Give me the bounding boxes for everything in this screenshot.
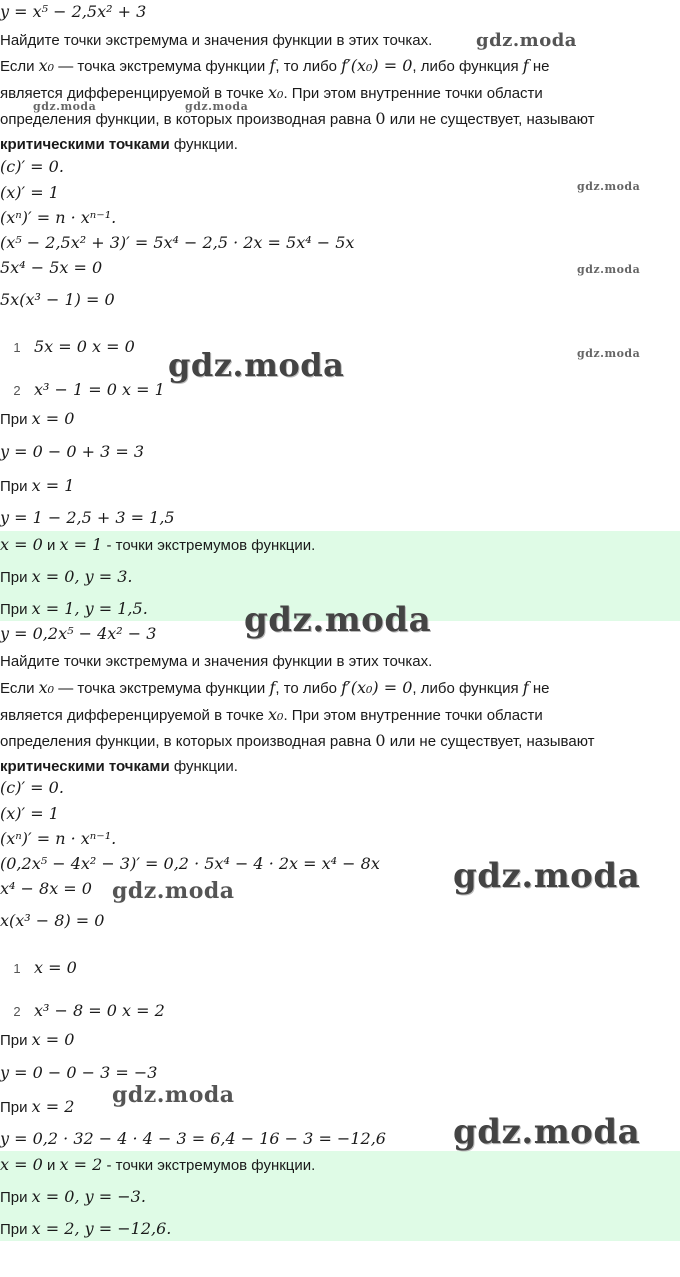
case-1-1: 1 5x = 0 x = 0: [13, 337, 135, 356]
rule-power-b: (xⁿ)′ = n · xⁿ⁻¹.: [0, 829, 117, 848]
case-2-1: 1 x = 0: [13, 958, 77, 977]
function-heading-2: y = 0,2x⁵ − 4x² − 3: [0, 624, 157, 643]
watermark: gdz.moda: [185, 100, 249, 113]
result-2-1: При x = 0, y = −3.: [0, 1187, 146, 1206]
at-x2-2: При x = 2: [0, 1097, 75, 1116]
factored-1: 5x(x³ − 1) = 0: [0, 290, 115, 309]
case-2-2: 2 x³ − 8 = 0 x = 2: [13, 1001, 165, 1020]
derivative-2: (0,2x⁵ − 4x² − 3)′ = 0,2 · 5x⁴ − 4 · 2x = x⁴ − 8x: [0, 854, 380, 873]
theory-line-1b: Если x₀ — точка экстремума функции f, то либо f′(x₀) = 0, либо функция f не: [0, 678, 550, 697]
result-2-2: При x = 2, y = −12,6.: [0, 1219, 172, 1238]
theory-line-4b: критическими точками функции.: [0, 758, 238, 775]
rule-constant: (c)′ = 0.: [0, 157, 64, 176]
case-1-2: 2 x³ − 1 = 0 x = 1: [13, 380, 165, 399]
task-text-1: Найдите точки экстремума и значения функции в этих точках.: [0, 32, 433, 49]
at-x0-2: При x = 0: [0, 1030, 75, 1049]
value-x1-1: y = 1 − 2,5 + 3 = 1,5: [0, 508, 175, 527]
derivative-1: (x⁵ − 2,5x² + 3)′ = 5x⁴ − 2,5 · 2x = 5x⁴ − 5x: [0, 233, 355, 252]
watermark: gdz.moda: [476, 30, 577, 51]
value-x0-1: y = 0 − 0 + 3 = 3: [0, 442, 145, 461]
theory-line-4: критическими точками функции.: [0, 136, 238, 153]
factored-2: x(x³ − 8) = 0: [0, 911, 105, 930]
conclusion-1: x = 0 и x = 1 - точки экстремумов функции.: [0, 535, 316, 554]
watermark: gdz.moda: [577, 180, 641, 193]
watermark: gdz.moda: [244, 600, 432, 640]
rule-power: (xⁿ)′ = n · xⁿ⁻¹.: [0, 208, 117, 227]
watermark: gdz.moda: [112, 1082, 235, 1108]
watermark: gdz.moda: [168, 346, 345, 384]
conclusion-2: x = 0 и x = 2 - точки экстремумов функции.: [0, 1155, 316, 1174]
result-1-2: При x = 1, y = 1,5.: [0, 599, 148, 618]
theory-line-3b: определения функции, в которых производная равна 0 или не существует, называют: [0, 731, 595, 750]
theory-line-2b: является дифференцируемой в точке x₀. При этом внутренние точки области: [0, 705, 543, 724]
rule-identity: (x)′ = 1: [0, 183, 59, 202]
theory-line-3: определения функции, в которых производная равна 0 или не существует, называют: [0, 109, 595, 128]
equation-1: 5x⁴ − 5x = 0: [0, 258, 103, 277]
equation-2: x⁴ − 8x = 0: [0, 879, 92, 898]
theory-line-2: является дифференцируемой в точке x₀. При этом внутренние точки области: [0, 83, 543, 102]
theory-line-1: Если x₀ — точка экстремума функции f, то либо f′(x₀) = 0, либо функция f не: [0, 56, 550, 75]
at-x1-1: При x = 1: [0, 476, 75, 495]
rule-constant-b: (c)′ = 0.: [0, 778, 64, 797]
watermark: gdz.moda: [33, 100, 97, 113]
watermark: gdz.moda: [112, 878, 235, 904]
watermark: gdz.moda: [577, 347, 641, 360]
at-x0-1: При x = 0: [0, 409, 75, 428]
result-1-1: При x = 0, y = 3.: [0, 567, 133, 586]
function-heading-1: y = x⁵ − 2,5x² + 3: [0, 2, 147, 21]
value-x0-2: y = 0 − 0 − 3 = −3: [0, 1063, 158, 1082]
task-text-2: Найдите точки экстремума и значения функции в этих точках.: [0, 653, 433, 670]
watermark: gdz.moda: [577, 263, 641, 276]
watermark: gdz.moda: [453, 1112, 641, 1152]
watermark: gdz.moda: [453, 856, 641, 896]
rule-identity-b: (x)′ = 1: [0, 804, 59, 823]
value-x2-2: y = 0,2 · 32 − 4 · 4 − 3 = 6,4 − 16 − 3 = −12,6: [0, 1129, 386, 1148]
